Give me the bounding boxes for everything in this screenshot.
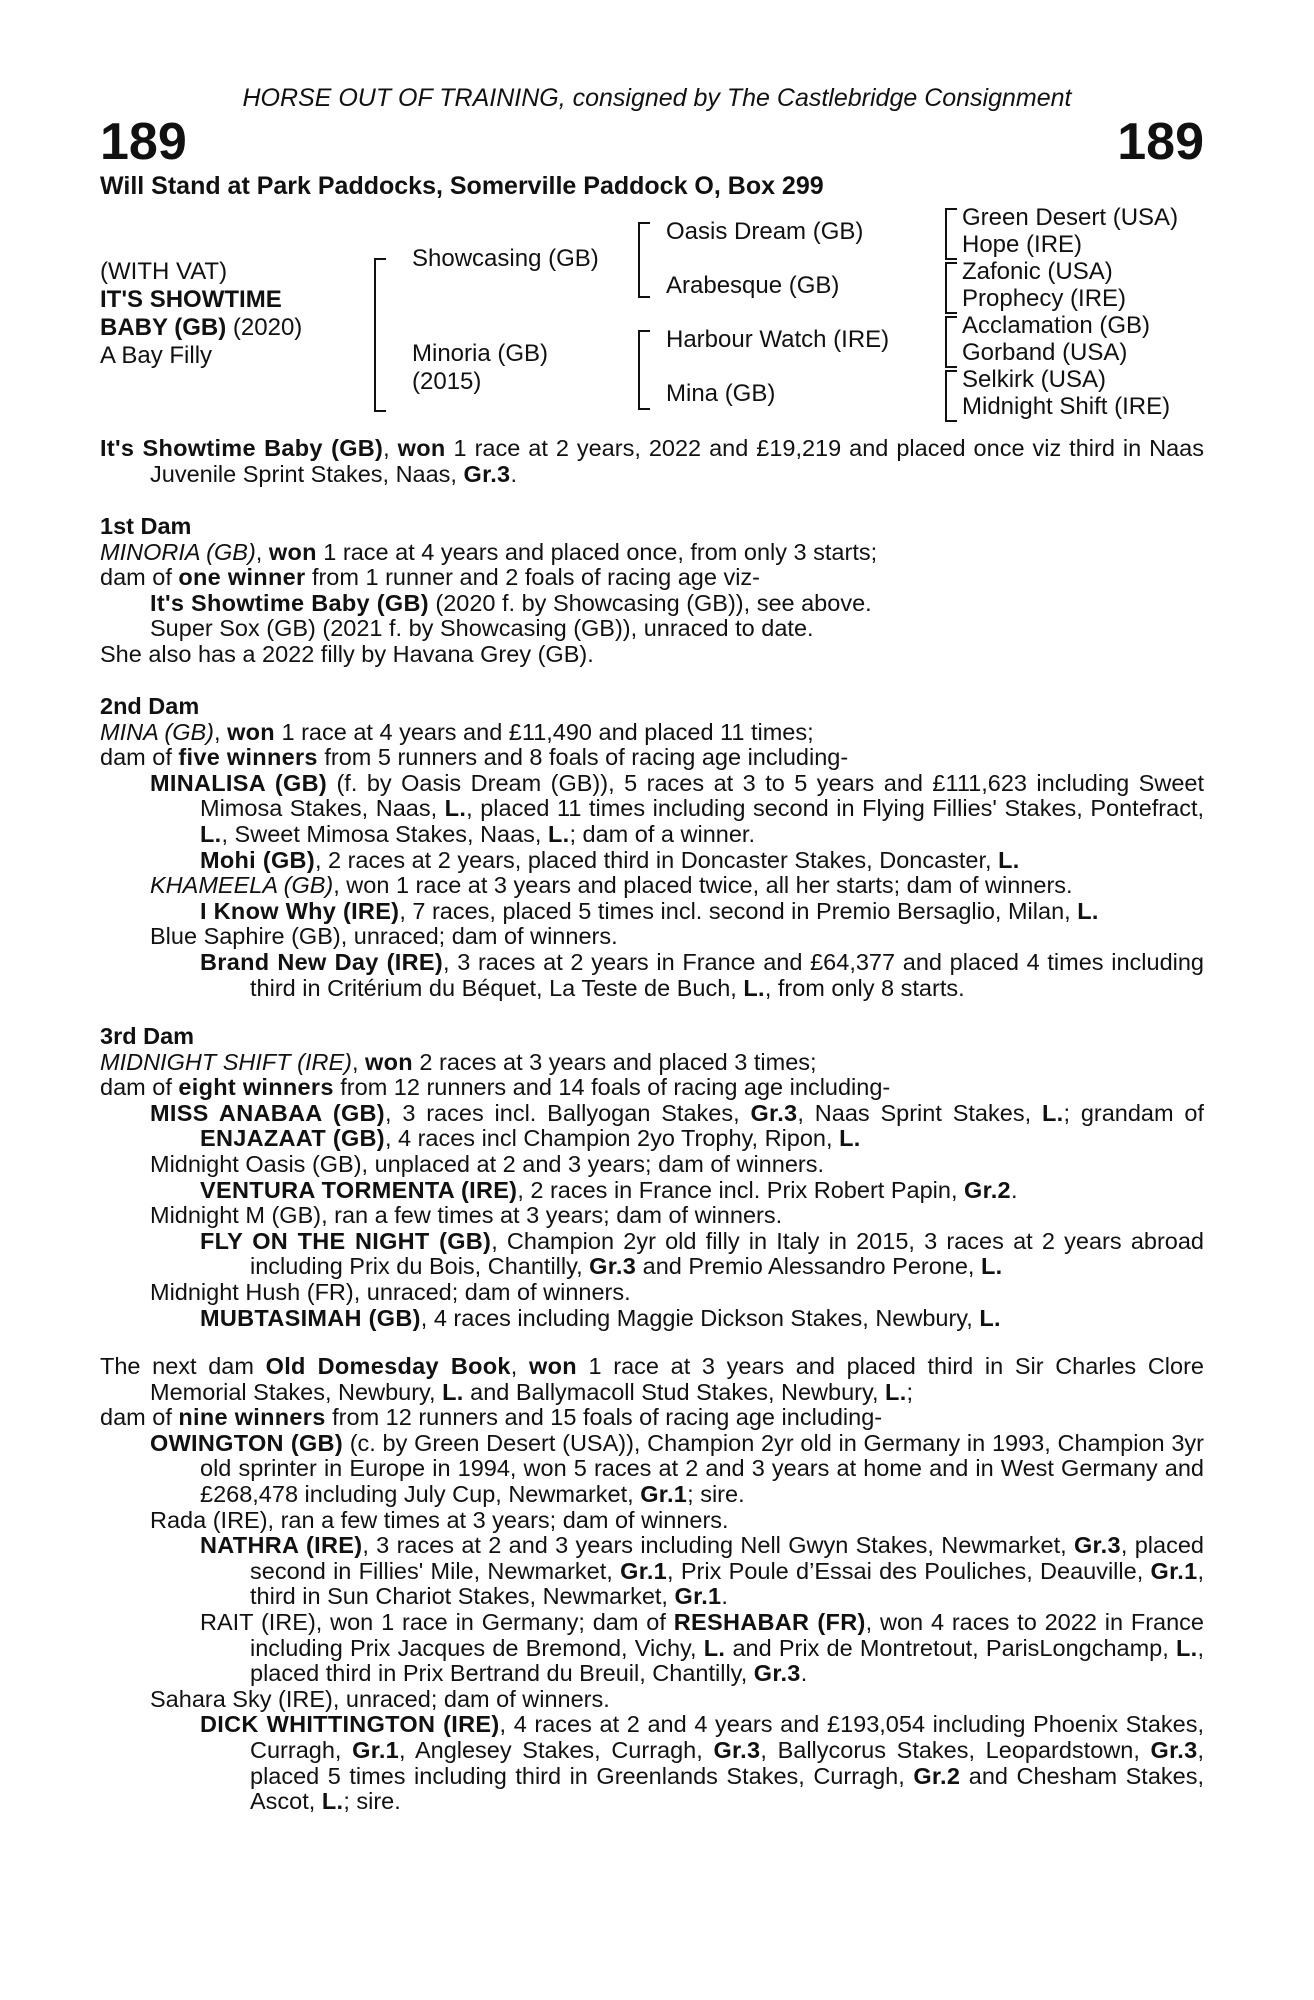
progeny-name: FLY ON THE NIGHT (GB) [200, 1227, 492, 1254]
second-dam-name: MINA (GB) [100, 718, 215, 745]
pedigree-brace-sire [638, 222, 650, 298]
pedigree-sds: Zafonic (USA) [962, 258, 1113, 285]
pedigree-brace-main [374, 258, 386, 412]
progeny-name: MINALISA (GB) [150, 769, 327, 796]
pedigree-brace-ss [945, 208, 957, 260]
pedigree-sdd: Prophecy (IRE) [962, 285, 1127, 312]
progeny-line: Midnight M (GB), ran a few times at 3 years; dam of winners. [150, 1202, 783, 1229]
pedigree-sire-dam: Arabesque (GB) [666, 272, 840, 299]
progeny-line: Midnight Hush (FR), unraced; dam of winners. [150, 1278, 631, 1305]
progeny-name: NATHRA (IRE) [200, 1532, 363, 1559]
third-dam-name: MIDNIGHT SHIFT (IRE) [100, 1048, 352, 1075]
progeny-name: It's Showtime Baby (GB) [150, 589, 429, 616]
next-dam-name: Old Domesday Book [265, 1353, 511, 1379]
progeny-name: KHAMEELA (GB) [150, 872, 334, 899]
pedigree-dam-dam: Mina (GB) [666, 380, 776, 407]
vat-note: (WITH VAT) [100, 258, 228, 285]
second-dam-heading: 2nd Dam [100, 693, 200, 719]
pedigree-dam-sire: Harbour Watch (IRE) [666, 326, 890, 353]
next-dam-section: The next dam Old Domesday Book, won 1 race at 3 years and placed third in Sir Charles Clore Memorial Stakes, Newbury, L. and Ballymacoll Stud Stakes, Newbury, L.; dam of nine winners from 12 runners and 15 foals of racing age including- OWINGTON (GB) (c. by Green Desert (USA)), Champion 2yr old in Germany in 1993, Champion 3yr old sprinter in Europe in 1994, won 5 races at 2 and 3 years at home and in West Germany and £268,478 including July Cup, Newmarket, Gr.1; sire. Rada (IRE), ran a few times at 3 years; dam of winners. NATHRA (IRE), 3 races at 2 and 3 years including Nell Gwyn Stakes, Newmarket, Gr.3, placed second in Fillies' Mile, Newmarket, Gr.1, Prix Poule d’Essai des Pouliches, Deauville, Gr.1, third in Sun Chariot Stakes, Newmarket, Gr.1. RAIT (IRE), won 1 race in Germany; dam of RESHABAR (FR), won 4 races to 2022 in France including Prix Jacques de Bremond, Vichy, L. and Prix de Montretout, ParisLongchamp, L., placed third in Prix Bertrand du Breuil, Chantilly, Gr.3. Sahara Sky (IRE), unraced; dam of winners. DICK WHITTINGTON (IRE), 4 races at 2 and 4 years and £193,054 including Phoenix Stakes, Curragh, Gr.1, Anglesey Stakes, Curragh, Gr.3, Ballycorus Stakes, Leopardstown, Gr.3, placed 5 times including third in Greenlands Stakes, Curragh, Gr.2 and Chesham Stakes, Ascot, L.; sire. [100, 1353, 1205, 1815]
consignment-header: HORSE OUT OF TRAINING, consigned by The Castlebridge Consignment [242, 84, 1072, 112]
progeny-line: Super Sox (GB) (2021 f. by Showcasing (GB)), unraced to date. [150, 615, 814, 642]
pedigree-dam-year: (2015) [412, 368, 482, 395]
pedigree-brace-ds [945, 316, 957, 368]
first-dam-section: 1st Dam MINORIA (GB), won 1 race at 4 years and placed once, from only 3 starts; dam of one winner from 1 runner and 2 foals of racing age viz- It's Showtime Baby (GB) (2020 f. by Showcasing (GB)), see above. Super Sox (GB) (2021 f. by Showcasing (GB)), unraced to date. She also has a 2022 filly by Havana Grey (GB). [100, 514, 1204, 668]
summary-name: It's Showtime Baby (GB) [100, 435, 384, 461]
progeny-line: Blue Saphire (GB), unraced; dam of winners. [150, 923, 618, 950]
horse-name-line1: IT'S SHOWTIME [100, 286, 282, 313]
first-dam-heading: 1st Dam [100, 513, 192, 539]
progeny-line: Rada (IRE), ran a few times at 3 years; dam of winners. [150, 1506, 729, 1533]
pedigree-dss: Acclamation (GB) [962, 312, 1151, 339]
progeny-name: MUBTASIMAH (GB) [200, 1304, 421, 1331]
pedigree-brace-dam [638, 330, 650, 410]
progeny-line: Midnight Oasis (GB), unplaced at 2 and 3 years; dam of winners. [150, 1150, 824, 1177]
pedigree-brace-dd [945, 370, 957, 422]
pedigree-dds: Selkirk (USA) [962, 366, 1107, 393]
first-dam-name: MINORIA (GB) [100, 538, 256, 565]
pedigree-ssd: Hope (IRE) [962, 231, 1083, 258]
lot-number-right: 189 [1117, 113, 1204, 171]
progeny-name: DICK WHITTINGTON (IRE) [200, 1711, 500, 1738]
horse-year: (2020) [226, 314, 303, 341]
progeny-name: OWINGTON (GB) [150, 1429, 343, 1456]
summary-text: 1 race at 2 years, 2022 and £19,219 and placed once viz third in Naas Juvenile Sprint Stakes, Naas, [150, 435, 1204, 487]
pedigree-sss: Green Desert (USA) [962, 204, 1179, 231]
progeny-name: Mohi (GB) [200, 846, 315, 873]
progeny-line: Sahara Sky (IRE), unraced; dam of winners. [150, 1685, 610, 1712]
progeny-name: MISS ANABAA (GB) [150, 1099, 385, 1126]
third-dam-heading: 3rd Dam [100, 1023, 195, 1049]
third-dam-section: 3rd Dam MIDNIGHT SHIFT (IRE), won 2 races at 3 years and placed 3 times; dam of eight winners from 12 runners and 14 foals of racing age including- MISS ANABAA (GB), 3 races incl. Ballyogan Stakes, Gr.3, Naas Sprint Stakes, L.; grandam of ENJAZAAT (GB), 4 races incl Champion 2yo Trophy, Ripon, L. Midnight Oasis (GB), unplaced at 2 and 3 years; dam of winners. VENTURA TORMENTA (IRE), 2 races in France incl. Prix Robert Papin, Gr.2. Midnight M (GB), ran a few times at 3 years; dam of winners. FLY ON THE NIGHT (GB), Champion 2yr old filly in Italy in 2015, 3 races at 2 years abroad including Prix du Bois, Chantilly, Gr.3 and Premio Alessandro Perone, L. Midnight Hush (FR), unraced; dam of winners. MUBTASIMAH (GB), 4 races including Maggie Dickson Stakes, Newbury, L. [100, 1023, 1205, 1331]
pedigree-ddd: Midnight Shift (IRE) [962, 393, 1171, 420]
horse-name-line2: BABY (GB) [100, 314, 227, 341]
summary-grade: Gr.3 [463, 460, 511, 487]
progeny-name: RESHABAR (FR) [673, 1608, 866, 1635]
race-summary: It's Showtime Baby (GB), won 1 race at 2 years, 2022 and £19,219 and placed once viz third in Naas Juvenile Sprint Stakes, Naas, Gr.3. [100, 435, 1204, 487]
horse-identity [100, 258, 302, 370]
progeny-name: Brand New Day (IRE) [200, 948, 443, 975]
progeny-name: I Know Why (IRE) [200, 897, 400, 924]
pedigree-sire: Showcasing (GB) [412, 245, 599, 272]
pedigree-dsd: Gorband (USA) [962, 339, 1128, 366]
second-dam-section: 2nd Dam MINA (GB), won 1 race at 4 years and £11,490 and placed 11 times; dam of five winners from 5 runners and 8 foals of racing age including- MINALISA (GB) (f. by Oasis Dream (GB)), 5 races at 3 to 5 years and £111,623 including Sweet Mimosa Stakes, Naas, L., placed 11 times including second in Flying Fillies' Stakes, Pontefract, L., Sweet Mimosa Stakes, Naas, L.; dam of a winner. Mohi (GB), 2 races at 2 years, placed third in Doncaster Stakes, Doncaster, L. KHAMEELA (GB), won 1 race at 3 years and placed twice, all her starts; dam of winners. I Know Why (IRE), 7 races, placed 5 times incl. second in Premio Bersaglio, Milan, L. Blue Saphire (GB), unraced; dam of winners. Brand New Day (IRE), 3 races at 2 years in France and £64,377 and placed 4 times including third in Critérium du Béquet, La Teste de Buch, L., from only 8 starts. [100, 693, 1205, 1001]
pedigree-brace-sd [945, 262, 957, 314]
pedigree-dam: Minoria (GB) [412, 340, 549, 367]
pedigree-sire-sire: Oasis Dream (GB) [666, 218, 864, 245]
summary-won: won [397, 435, 446, 461]
progeny-name: VENTURA TORMENTA (IRE) [200, 1176, 518, 1203]
horse-description: A Bay Filly [100, 342, 213, 369]
lot-number-left: 189 [100, 113, 187, 171]
progeny-note: She also has a 2022 filly by Havana Grey (GB). [100, 640, 594, 667]
venue-line: Will Stand at Park Paddocks, Somerville Paddock O, Box 299 [100, 172, 824, 200]
